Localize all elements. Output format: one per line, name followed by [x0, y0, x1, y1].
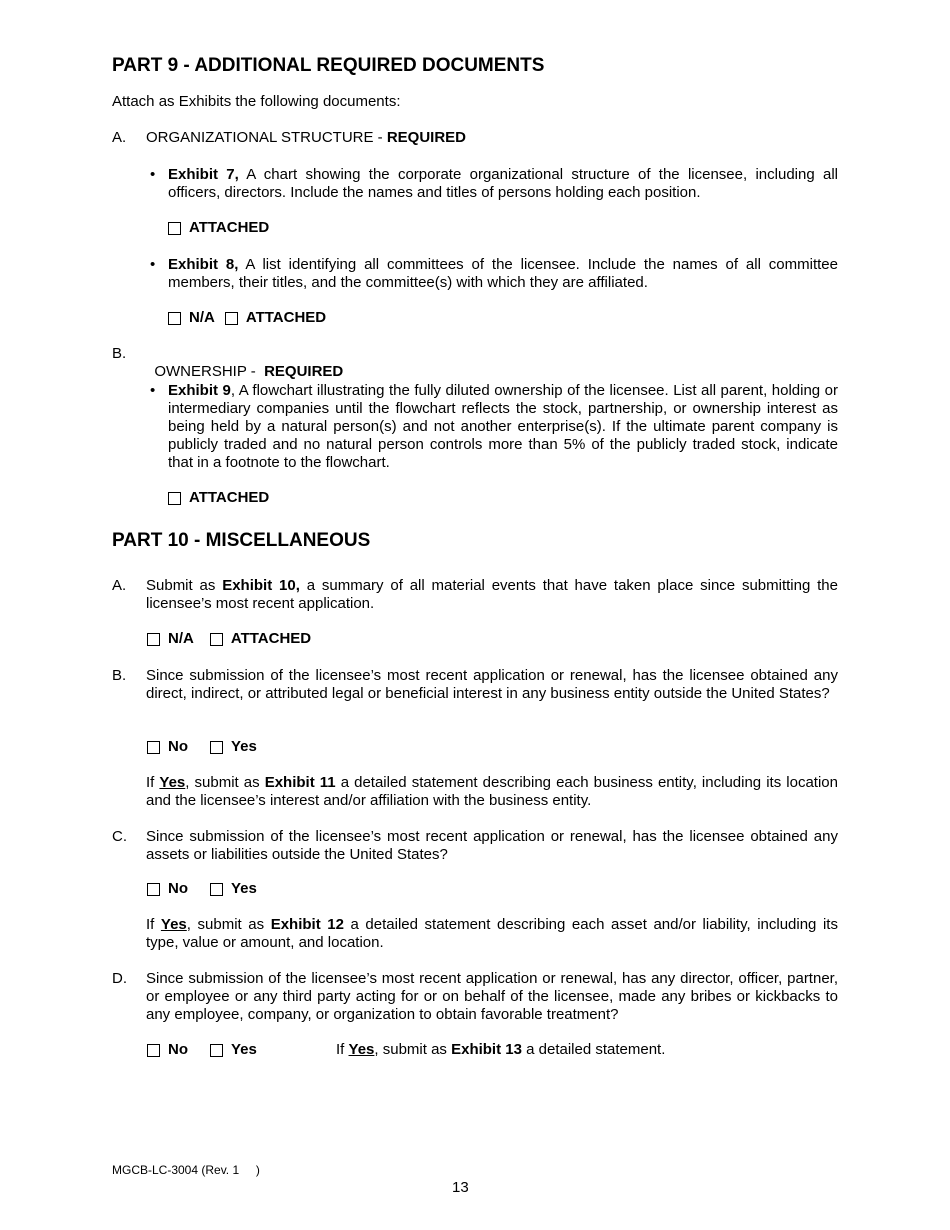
part9-intro: Attach as Exhibits the following documents: — [112, 93, 401, 110]
form-id: MGCB-LC-3004 (Rev. 1 ) — [112, 1163, 260, 1177]
if-text: If — [146, 774, 160, 791]
section-title-text: ORGANIZATIONAL STRUCTURE - — [146, 129, 387, 146]
part9-heading: PART 9 - ADDITIONAL REQUIRED DOCUMENTS — [112, 55, 545, 76]
part10b-options — [147, 738, 257, 756]
part10c-question: Since submission of the licensee’s most recent application or renewal, has the licensee obtained any assets or liabilities outside the United States? — [146, 828, 838, 863]
exhibit9-attached-checkbox[interactable] — [168, 492, 181, 505]
bullet: • — [150, 256, 156, 273]
section-title — [146, 345, 343, 381]
part10a-na-checkbox[interactable] — [147, 633, 160, 646]
part10d-question: Since submission of the licensee’s most recent application or renewal, has any director, officer, partner, or employee or any third party acting for or on behalf of the licensee, made any bribes or kickbacks to any employee, company, or organization to obtain favorable treatment? — [146, 970, 838, 1023]
submit-text: , submit as — [374, 1041, 452, 1058]
instruction-rest: a detailed statement. — [521, 1041, 666, 1058]
attached-label: ATTACHED — [189, 489, 270, 506]
exhibit9-label: Exhibit 9 — [168, 382, 231, 399]
yes-underlined: Yes — [348, 1041, 375, 1058]
exhibit9-options — [168, 489, 269, 507]
section-title-text: OWNERSHIP - — [154, 363, 265, 380]
exhibit9-description — [168, 382, 838, 472]
na-label: N/A — [189, 309, 215, 326]
required-label: REQUIRED — [264, 363, 344, 380]
exhibit7-attached-checkbox[interactable] — [168, 222, 181, 235]
part10a-question — [146, 577, 838, 613]
part10a-pre: Submit as — [146, 577, 223, 594]
exhibit13-label: Exhibit 13 — [451, 1041, 522, 1058]
part10d-yes-checkbox[interactable] — [210, 1044, 223, 1057]
section-letter: A. — [112, 577, 127, 594]
exhibit7-options — [168, 219, 269, 237]
no-label: No — [168, 880, 188, 897]
exhibit8-na-checkbox[interactable] — [168, 312, 181, 325]
section-letter: B. — [112, 345, 127, 362]
bullet: • — [150, 382, 156, 399]
yes-underlined: Yes — [160, 916, 187, 933]
part10c-yes-checkbox[interactable] — [210, 883, 223, 896]
bullet: • — [150, 166, 156, 183]
exhibit10-label: Exhibit 10, — [222, 577, 300, 594]
exhibit8-text: A list identifying all committees of the licensee. Include the names of all committee members, their titles, and the committee(s) with which they are affiliated. — [168, 256, 838, 291]
exhibit7-description — [168, 166, 838, 202]
exhibit7-label: Exhibit 7, — [168, 166, 239, 183]
part10b-instruction — [146, 774, 838, 810]
part10b-yes-checkbox[interactable] — [210, 741, 223, 754]
section-letter: C. — [112, 828, 127, 845]
exhibit8-options — [168, 309, 326, 327]
yes-label: Yes — [231, 738, 257, 755]
submit-text: , submit as — [185, 774, 265, 791]
part10c-instruction — [146, 916, 838, 952]
exhibit7-text: A chart showing the corporate organizational structure of the licensee, including all officers, directors. Include the names and titles of persons holding each position. — [168, 166, 838, 201]
instruction-rest: a detailed statement describing each asset and/or liability, including its type, value or amount, and location. — [146, 916, 838, 951]
part10a-attached-checkbox[interactable] — [210, 633, 223, 646]
part10b-no-checkbox[interactable] — [147, 741, 160, 754]
yes-label: Yes — [231, 1041, 257, 1058]
section-letter: A. — [112, 129, 127, 146]
exhibit8-label: Exhibit 8, — [168, 256, 239, 273]
part10d-instruction — [336, 1041, 665, 1059]
yes-underlined: Yes — [159, 774, 186, 791]
page-number: 13 — [452, 1179, 469, 1196]
part10c-no-checkbox[interactable] — [147, 883, 160, 896]
part10d-no-checkbox[interactable] — [147, 1044, 160, 1057]
part10a-options — [147, 630, 311, 648]
required-label: REQUIRED — [386, 129, 467, 146]
instruction-rest: a detailed statement describing each business entity, including its location and the licensee’s interest and/or affiliation with the business entity. — [146, 774, 838, 809]
section-title — [146, 129, 466, 147]
part10c-options — [147, 880, 257, 898]
exhibit12-label: Exhibit 12 — [270, 916, 344, 933]
section-letter: B. — [112, 667, 127, 684]
attached-label: ATTACHED — [230, 630, 312, 647]
exhibit9-text: , A flowchart illustrating the fully diluted ownership of the licensee. List all parent, holding or intermediary companies until the flowchart reflects the stock, partnership, or ownership interest as being held by a natural person(s) and not another enterprise(s). If the ultimate parent company is publicly traded and no natural person controls more than 5% of the publicly traded stock, indicate that in a footnote to the flowchart. — [168, 382, 838, 471]
no-label: No — [168, 1041, 188, 1058]
no-label: No — [168, 738, 188, 755]
section-letter: D. — [112, 970, 127, 987]
attached-label: ATTACHED — [189, 219, 270, 236]
na-label: N/A — [168, 630, 194, 647]
part10-heading: PART 10 - MISCELLANEOUS — [112, 530, 371, 551]
part10b-question: Since submission of the licensee’s most recent application or renewal, has the licensee obtained any direct, indirect, or attributed legal or beneficial interest in any business entity outside the United States? — [146, 667, 838, 702]
part10a-post: a summary of all material events that have taken place since submitting the licensee’s most recent application. — [146, 577, 838, 612]
attached-label: ATTACHED — [245, 309, 327, 326]
part10d-options — [147, 1041, 257, 1059]
if-text: If — [146, 916, 161, 933]
if-text: If — [336, 1041, 349, 1058]
yes-label: Yes — [231, 880, 257, 897]
submit-text: , submit as — [186, 916, 271, 933]
exhibit11-label: Exhibit 11 — [264, 774, 336, 791]
exhibit8-attached-checkbox[interactable] — [225, 312, 238, 325]
exhibit8-description — [168, 256, 838, 292]
